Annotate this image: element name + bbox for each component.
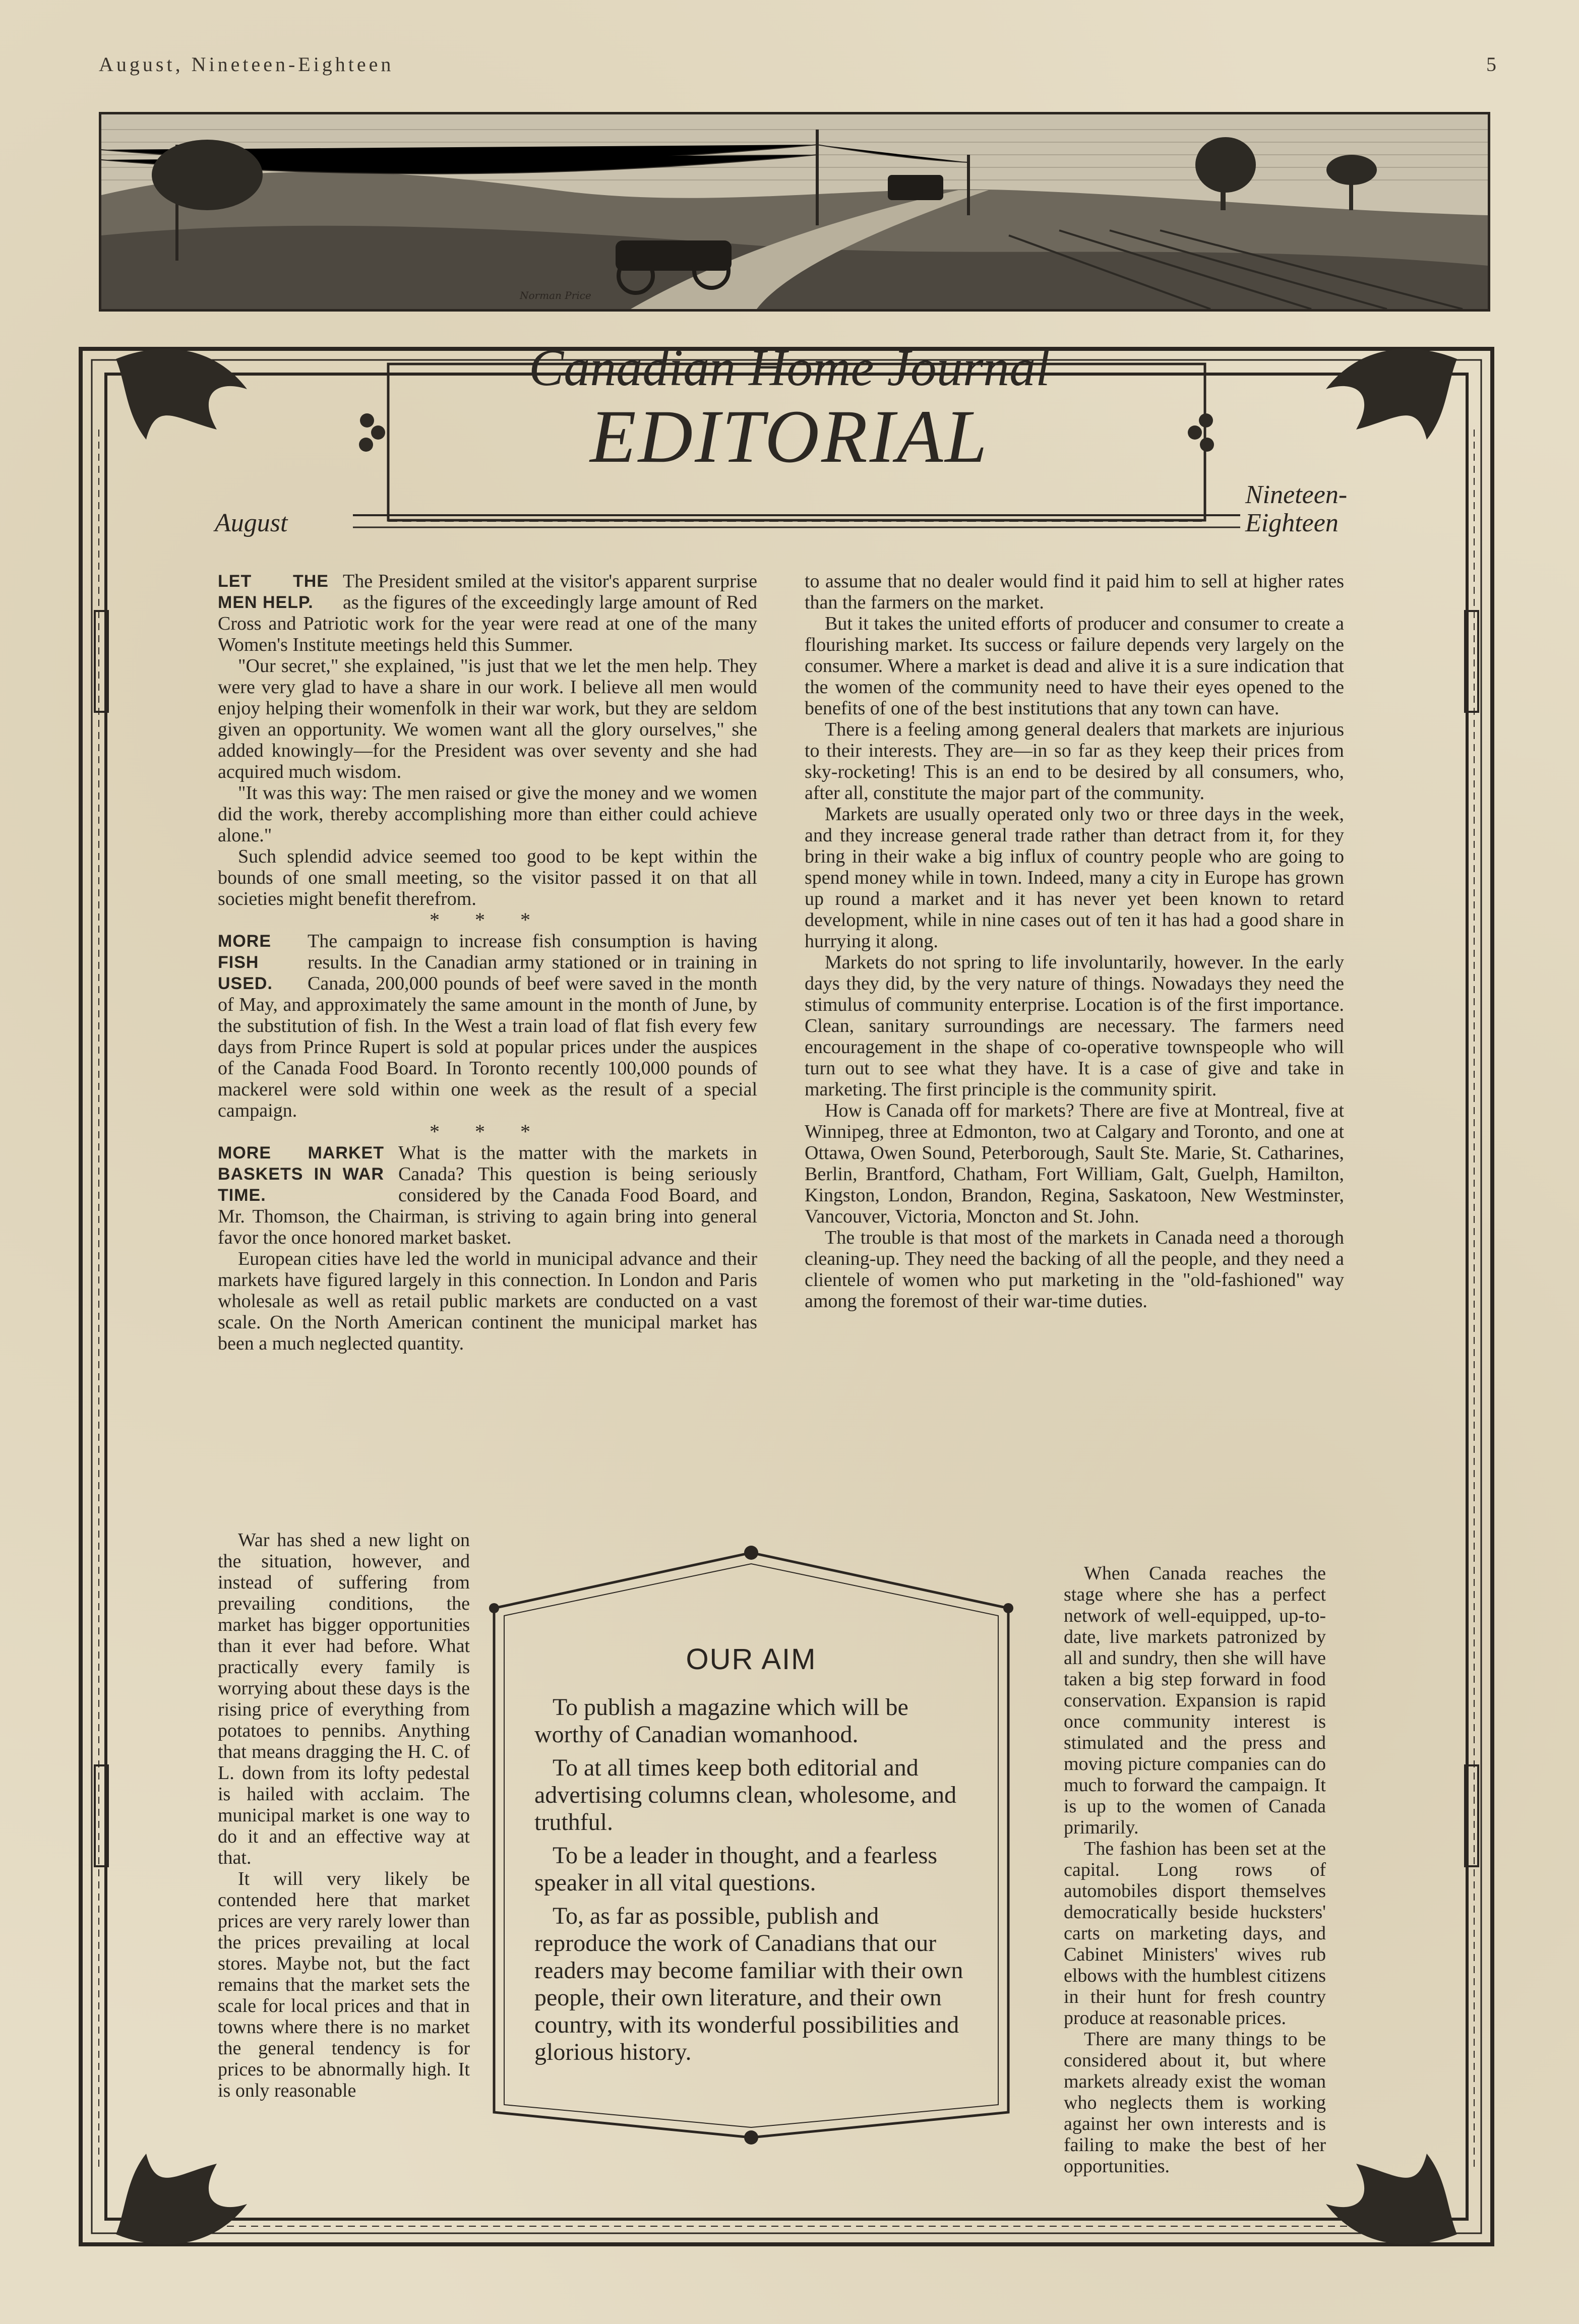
side-heading: LET THE MEN HELP. [218,572,329,612]
issue-year-line-2: Eighteen [1245,509,1339,537]
lower-left-column [218,1530,470,2101]
our-aim-title: OUR AIM [686,1643,817,1676]
side-heading: MORE MARKET BASKETS IN WAR TIME. [218,1143,384,1205]
section-divider: * * * [430,1120,545,1143]
page-number: 5 [1486,53,1496,76]
side-heading: MORE FISH USED. [218,932,273,993]
left-column [218,571,757,1354]
section-divider: * * * [430,908,545,931]
paragraph: The President smiled at the visitor's apparent surprise as the figures of the exceedingly large amount of Red Cross and Patriotic work for the year were read at one of the many Women's Institute meetings held this Summer. [218,571,757,655]
paragraph: What is the matter with the markets in Canada? This question is being seriously considered by the Canada Food Board, and Mr. Thomson, the Chairman, is striving to again bring into general favor the once honored market basket. [218,1142,757,1248]
aim-statement: To be a leader in thought, and a fearless speaker in all vital questions. [534,1842,938,1896]
paragraph: "Our secret," she explained, "is just that we let the men help. They were very glad to have a share in our work. I believe all men would enjoy helping their womenfolk in their war work, but they are seldom given an opportunity. We women want all the glory ourselves," she added knowingly—for the President was over seventy and she had acquired much wisdom. [218,655,757,782]
paragraph: There are many things to be considered about it, but where markets already exist the woman who neglects them is working against her own interests and is failing to make the best of her opportunities. [1064,2029,1326,2177]
our-aim-text [534,1694,978,2072]
paragraph: Such splendid advice seemed too good to be kept within the bounds of one small meeting, so the visitor passed it on that all societies might benefit therefrom. [218,846,757,909]
paragraph: It will very likely be contended here that market prices are very rarely lower than the prices prevailing at local stores. Maybe not, but the fact remains that the market sets the scale for local prices and that in towns where there is no market the general tendency is for prices to be abnormally high. It is only reasonable [218,1868,470,2101]
paragraph: "It was this way: The men raised or give the money and we women did the work, thereby accomplishing more than either could achieve alone." [218,782,757,846]
article-let-the-men-help [218,571,757,655]
running-head-date: August, Nineteen-Eighteen [99,53,394,76]
paragraph: The fashion has been set at the capital. Long rows of automobiles disport themselves democratically beside hucksters' carts on marketing days, and Cabinet Ministers' wives rub elbows with the humblest citizens in their hunt for fresh country produce at reasonable prices. [1064,1838,1326,2029]
lower-right-column [1064,1563,1326,2177]
our-aim-box [484,1533,1018,2153]
paragraph: How is Canada off for markets? There are five at Montreal, five at Winnipeg, three at Edmonton, two at Calgary and Toronto, and one at Ottawa, Owen Sound, Peterborough, Sault Ste. Marie, St. Catharines, Berlin, Brantford, Chatham, Fort William, Galt, Guelph, Hamilton, Kingston, London, Brandon, Regina, Saskatoon, New Westminster, Vancouver, Victoria, Moncton and St. John. [805,1100,1344,1227]
paragraph: Markets are usually operated only two or three days in the week, and they increase general trade rather than detract from it, for they bring in their wake a big influx of country people who are going to spend money while in town. Indeed, many a city in Europe has grown up round a market and it has never yet been known to retard development, while in nine cases out of ten it has had a good share in hurrying it along. [805,804,1344,952]
paragraph: European cities have led the world in municipal advance and their markets have figured largely in this connection. In London and Paris wholesale as well as retail public markets are conducted on a vast scale. On the North American continent the municipal market has been a much neglected quantity. [218,1248,757,1354]
issue-year-line-1: Nineteen- [1245,480,1348,509]
issue-year [1245,481,1347,537]
paragraph: War has shed a new light on the situation, however, and instead of suffering from prevailing conditions, the market has bigger opportunities than it ever had before. What practically every family is worrying about these days is the rising price of everything from potatoes to pennibs. Anything that means dragging the H. C. of L. down from its lofty pedestal is hailed with acclaim. The municipal market is one way to do it and an effective way at that. [218,1530,470,1868]
aim-statement: To, as far as possible, publish and reproduce the work of Canadians that our readers may become familiar with their own people, their own literature, and their own country, with its wonderful possibilities and glorious history. [534,1903,963,2065]
issue-month: August [215,509,288,537]
masthead-publication-name: Canadian Home Journal [528,339,1051,397]
banner-illustration [99,112,1490,312]
paragraph: to assume that no dealer would find it paid him to sell at higher rates than the farmers on the market. [805,571,1344,613]
paragraph: But it takes the united efforts of producer and consumer to create a flourishing market. Its success or failure depends very largely on the consumer. Where a market is dead and alive it is a sure indication that the women of the community need to have their eyes opened to the benefits of one of the best institutions that any town can have. [805,613,1344,719]
aim-statement: To at all times keep both editorial and advertising columns clean, wholesome, and truthful. [534,1754,957,1836]
article-more-fish-used [218,931,757,1121]
paragraph: The campaign to increase fish consumption is having results. In the Canadian army stationed or in training in Canada, 200,000 pounds of beef were saved in the month of May, and approximately the same amount in the month of June, by the substitution of fish. In the West a train load of flat fish every few days from Prince Rupert is sold at popular prices under the auspices of the Canada Food Board. In Toronto recently 100,000 pounds of mackerel were sold within one week as the result of a special campaign. [218,931,757,1121]
right-column [805,571,1344,1312]
paragraph: The trouble is that most of the markets in Canada need a thorough cleaning-up. They need the backing of all the people, and they need a clientele of women who put marketing in the "old-fashioned" way among the foremost of their war-time duties. [805,1227,1344,1312]
masthead-editorial-title: EDITORIAL [590,395,989,478]
artist-signature: Norman Price [520,289,591,301]
aim-statement: To publish a magazine which will be worthy of Canadian womanhood. [534,1694,908,1748]
paragraph: Markets do not spring to life involuntarily, however. In the early days they did, by the very nature of things. Nowadays they need the stimulus of community enterprise. Location is of the first importance. Clean, sanitary surroundings are necessary. The farmers need encouragement in the shape of co-operative townspeople who will turn out to see what they have. It is a case of give and take in marketing. The first principle is the community spirit. [805,952,1344,1100]
article-more-market-baskets [218,1142,757,1248]
paragraph: When Canada reaches the stage where she has a perfect network of well-equipped, up-to-date, live markets patronized by all and sundry, then she will have taken a big step forward in food conservation. Expansion is rapid once community interest is stimulated and the press and moving picture companies can do much to forward the campaign. It is up to the women of Canada primarily. [1064,1563,1326,1838]
paragraph: There is a feeling among general dealers that markets are injurious to their interests. They are—in so far as they keep their prices from sky-rocketing! This is an end to be desired by all consumers, who, after all, constitute the major part of the community. [805,719,1344,804]
